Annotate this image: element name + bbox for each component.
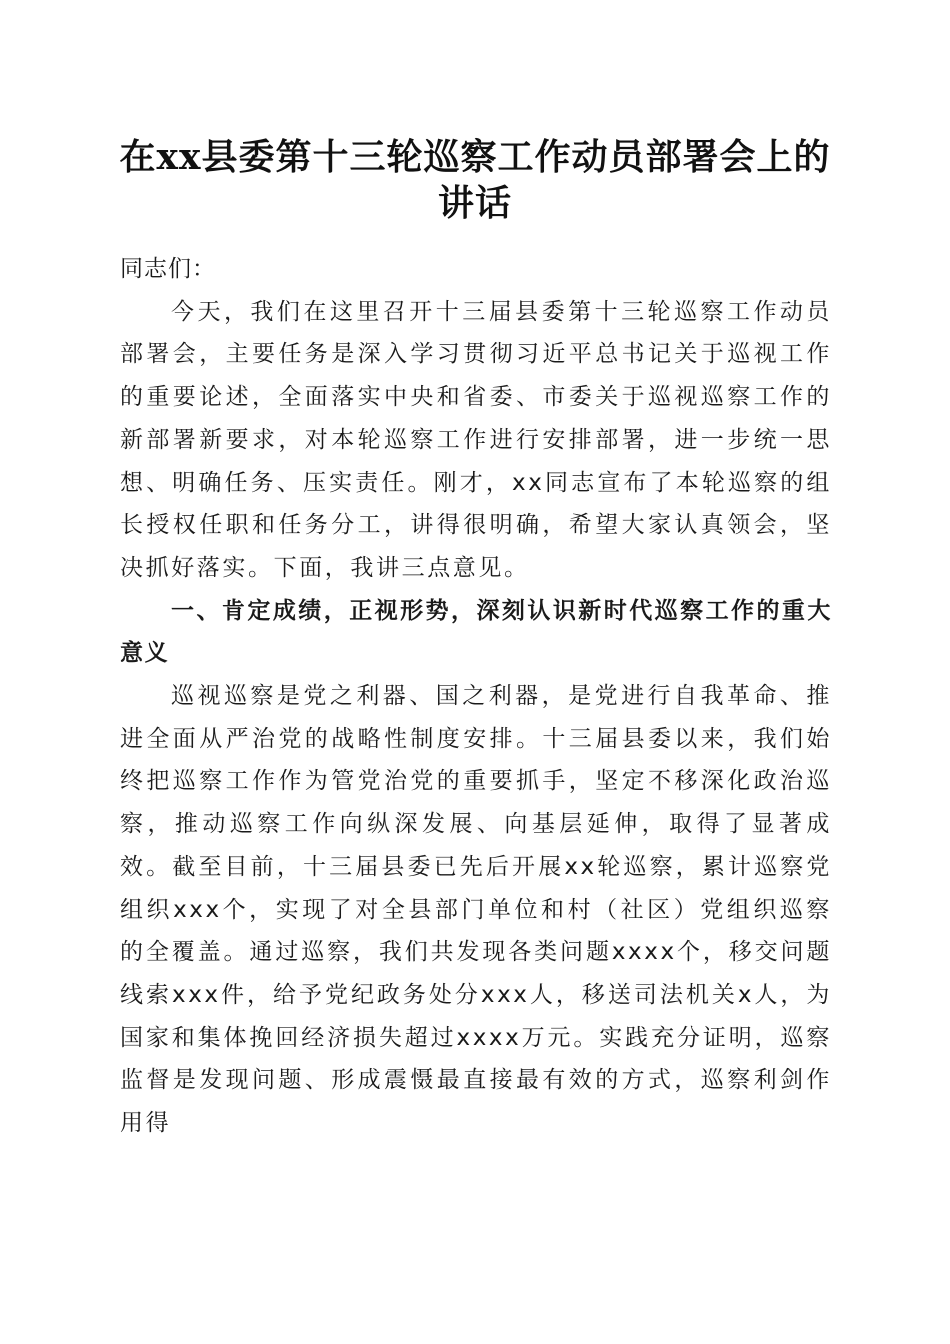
document-title — [100, 134, 850, 226]
title-line-1: 在xx县委第十三轮巡察工作动员部署会上的 — [119, 136, 831, 178]
paragraph-intro: 今天，我们在这里召开十三届县委第十三轮巡察工作动员部署会，主要任务是深入学习贯彻习近平总书记关于巡视工作的重要论述，全面落实中央和省委、市委关于巡视巡察工作的新部署新要求，对本轮巡察工作进行安排部署，进一步统一思想、明确任务、压实责任。刚才，xx同志宣布了本轮巡察的组长授权任职和任务分工，讲得很明确，希望大家认真领会，坚决抓好落实。下面，我讲三点意见。 — [120, 298, 832, 581]
title-line-2: 讲话 — [437, 182, 512, 224]
salutation: 同志们： — [120, 256, 216, 282]
paragraph-section-1: 巡视巡察是党之利器、国之利器，是党进行自我革命、推进全面从严治党的战略性制度安排。十三届县委以来，我们始终把巡察工作作为管党治党的重要抓手，坚定不移深化政治巡察，推动巡察工作向纵深发展、向基层延伸，取得了显著成效。截至目前，十三届县委已先后开展xx轮巡察，累计巡察党组织xxx个，实现了对全县部门单位和村（社区）党组织巡察的全覆盖。通过巡察，我们共发现各类问题xxxx个，移交问题线索xxx件，给予党纪政务处分xxx人，移送司法机关x人，为国家和集体挽回经济损失超过xxxx万元。实践充分证明，巡察监督是发现问题、形成震慑最直接最有效的方式，巡察利剑作用得 — [120, 683, 832, 1137]
document-body — [120, 248, 832, 1145]
section-heading-1: 一、肯定成绩，正视形势，深刻认识新时代巡察工作的重大意义 — [120, 597, 832, 667]
